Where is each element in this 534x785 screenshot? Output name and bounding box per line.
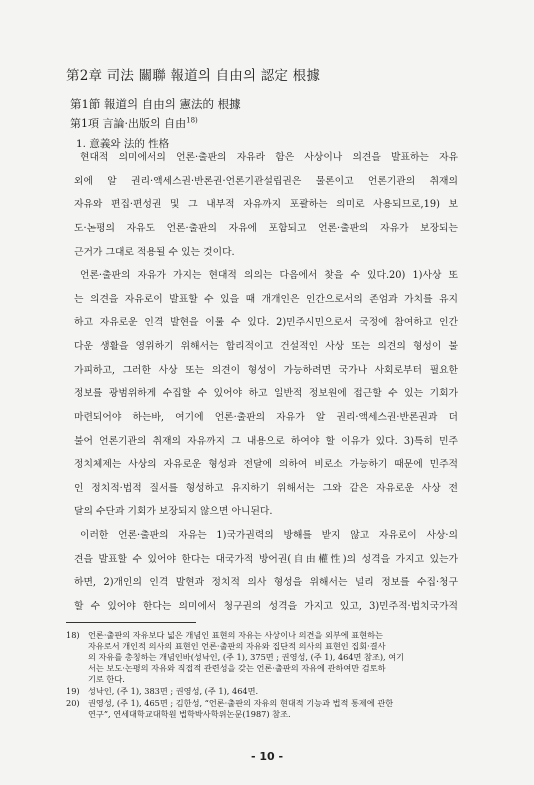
- body-line: 도·논평의 자유도 언론·출판의 자유에 포함되고 언론·출판의 자유가 보장되는: [74, 223, 458, 234]
- footnote-line: 연구”, 연세대학교대학원 법학박사학위논문(1987) 참조.: [88, 709, 291, 719]
- body-line: 는 의견을 자유로이 발표할 수 있을 때 개개인은 인간으로서의 존엄과 가치를 유지: [74, 294, 458, 305]
- subsection-title: 第1項 言論·出版의 自由: [70, 117, 187, 130]
- body-line: 불어 언론기관의 취재의 자유까지 그 내용으로 하여야 할 이유가 있다. 3)특히 민주: [74, 436, 458, 447]
- footnote-18: [66, 630, 466, 685]
- footnote-line: 성낙인, (주 1), 383면 ; 권영성, (주 1), 464면.: [88, 686, 259, 696]
- body-line: 견을 발표할 수 있어야 한다는 대국가적 방어권(自由權性)의 성격을 가지고 있는가: [74, 554, 458, 565]
- body-line: 이러한 언론·출판의 자유는 1)국가권력의 방해를 받지 않고 자유로이 사상·의: [80, 530, 458, 541]
- section-heading: 第1節 報道의 自由의 憲法的 根據: [70, 97, 241, 111]
- body-line: 근거가 그대로 적용될 수 있는 것이다.: [74, 247, 235, 258]
- body-line: 달의 수단과 기회가 보장되지 않으면 아니된다.: [74, 506, 273, 517]
- body-line: 자유와 편집·편성권 및 그 내부적 자유까지 포괄하는 의미로 사용되므로,19) 보: [74, 199, 458, 210]
- subsection-heading: [70, 115, 198, 131]
- chapter-heading: 第2章 司法 關聯 報道의 自由의 認定 根據: [66, 68, 321, 84]
- footnote-number: 19): [66, 686, 80, 696]
- footnote-20: [66, 698, 466, 720]
- body-line: 마련되어야 하는바, 여기에 언론·출판의 자유가 알 권리·액세스권·반론권과 더: [74, 412, 458, 423]
- body-line: 현대적 의미에서의 언론·출판의 자유라 함은 사상이나 의견을 발표하는 자유: [80, 152, 458, 163]
- page-number: - 10 -: [250, 750, 284, 763]
- body-line: 언론·출판의 자유가 가지는 현대적 의의는 다음에서 찾을 수 있다.20) 1)사상 또: [80, 270, 458, 281]
- body-line: 다운 생활을 영위하기 위해서는 합리적이고 건설적인 사상 또는 의견의 형성이 불: [74, 341, 458, 352]
- footnote-number: 20): [66, 698, 80, 708]
- footnote-line: 자유로서 개인적 의사의 표현인 언론·출판의 자유와 집단적 의사의 표현인 집회·결사: [88, 641, 386, 651]
- footnote-line: 기로 한다.: [88, 674, 125, 684]
- body-line: 인 정치적·법적 질서를 형성하고 유지하기 위해서는 그와 같은 자유로운 사상 전: [74, 483, 458, 494]
- body-line: 하고 자유로운 인격 발현을 이룰 수 있다. 2)민주시민으로서 국정에 참여하고 인간: [74, 317, 458, 328]
- footnote-line: 의 자유를 총칭하는 개념인바(성낙인, (주 1), 375면 ; 권영성, (주 1), 464면 참조), 여기: [88, 652, 405, 662]
- footnote-line: 권영성, (주 1), 465면 ; 김한성, “언론·출판의 자유의 현대적 기능과 법적 통제에 관한: [88, 698, 394, 708]
- footnote-ref-18: 18): [186, 116, 198, 125]
- footnote-line: 서는 보도·논평의 자유와 직접적 관련성을 갖는 언론·출판의 자유에 관하여만 검토하: [88, 663, 386, 673]
- footnote-19: [66, 686, 466, 697]
- body-line: 정보를 광범위하게 수집할 수 있어야 하고 일반적 정보원에 접근할 수 있는 기회가: [74, 388, 458, 399]
- body-line: 가피하고, 그러한 사상 또는 의견이 형성이 가능하려면 국가나 사회로부터 필요한: [74, 365, 458, 376]
- item-heading: 1. 意義와 法的 性格: [76, 138, 170, 150]
- footnote-number: 18): [66, 630, 80, 640]
- body-line: 외에 알 권리·액세스권·반론권·언론기관설립권은 물론이고 언론기관의 취재의: [74, 176, 458, 187]
- body-line: 할 수 있어야 한다는 의미에서 청구권의 성격을 가지고 있고, 3)민주적·법치국가적: [74, 601, 458, 612]
- footnote-divider: [66, 622, 196, 623]
- footnote-line: 언론·출판의 자유보다 넓은 개념인 표현의 자유는 사상이나 의견을 외부에 표현하는: [88, 630, 383, 640]
- body-line: 하면, 2)개인의 인격 발현과 정치적 의사 형성을 위해서는 널리 정보를 수집·청구: [74, 577, 458, 588]
- body-line: 정치체제는 사상의 자유로운 형성과 전달에 의하여 비로소 가능하기 때문에 민주적: [74, 459, 458, 470]
